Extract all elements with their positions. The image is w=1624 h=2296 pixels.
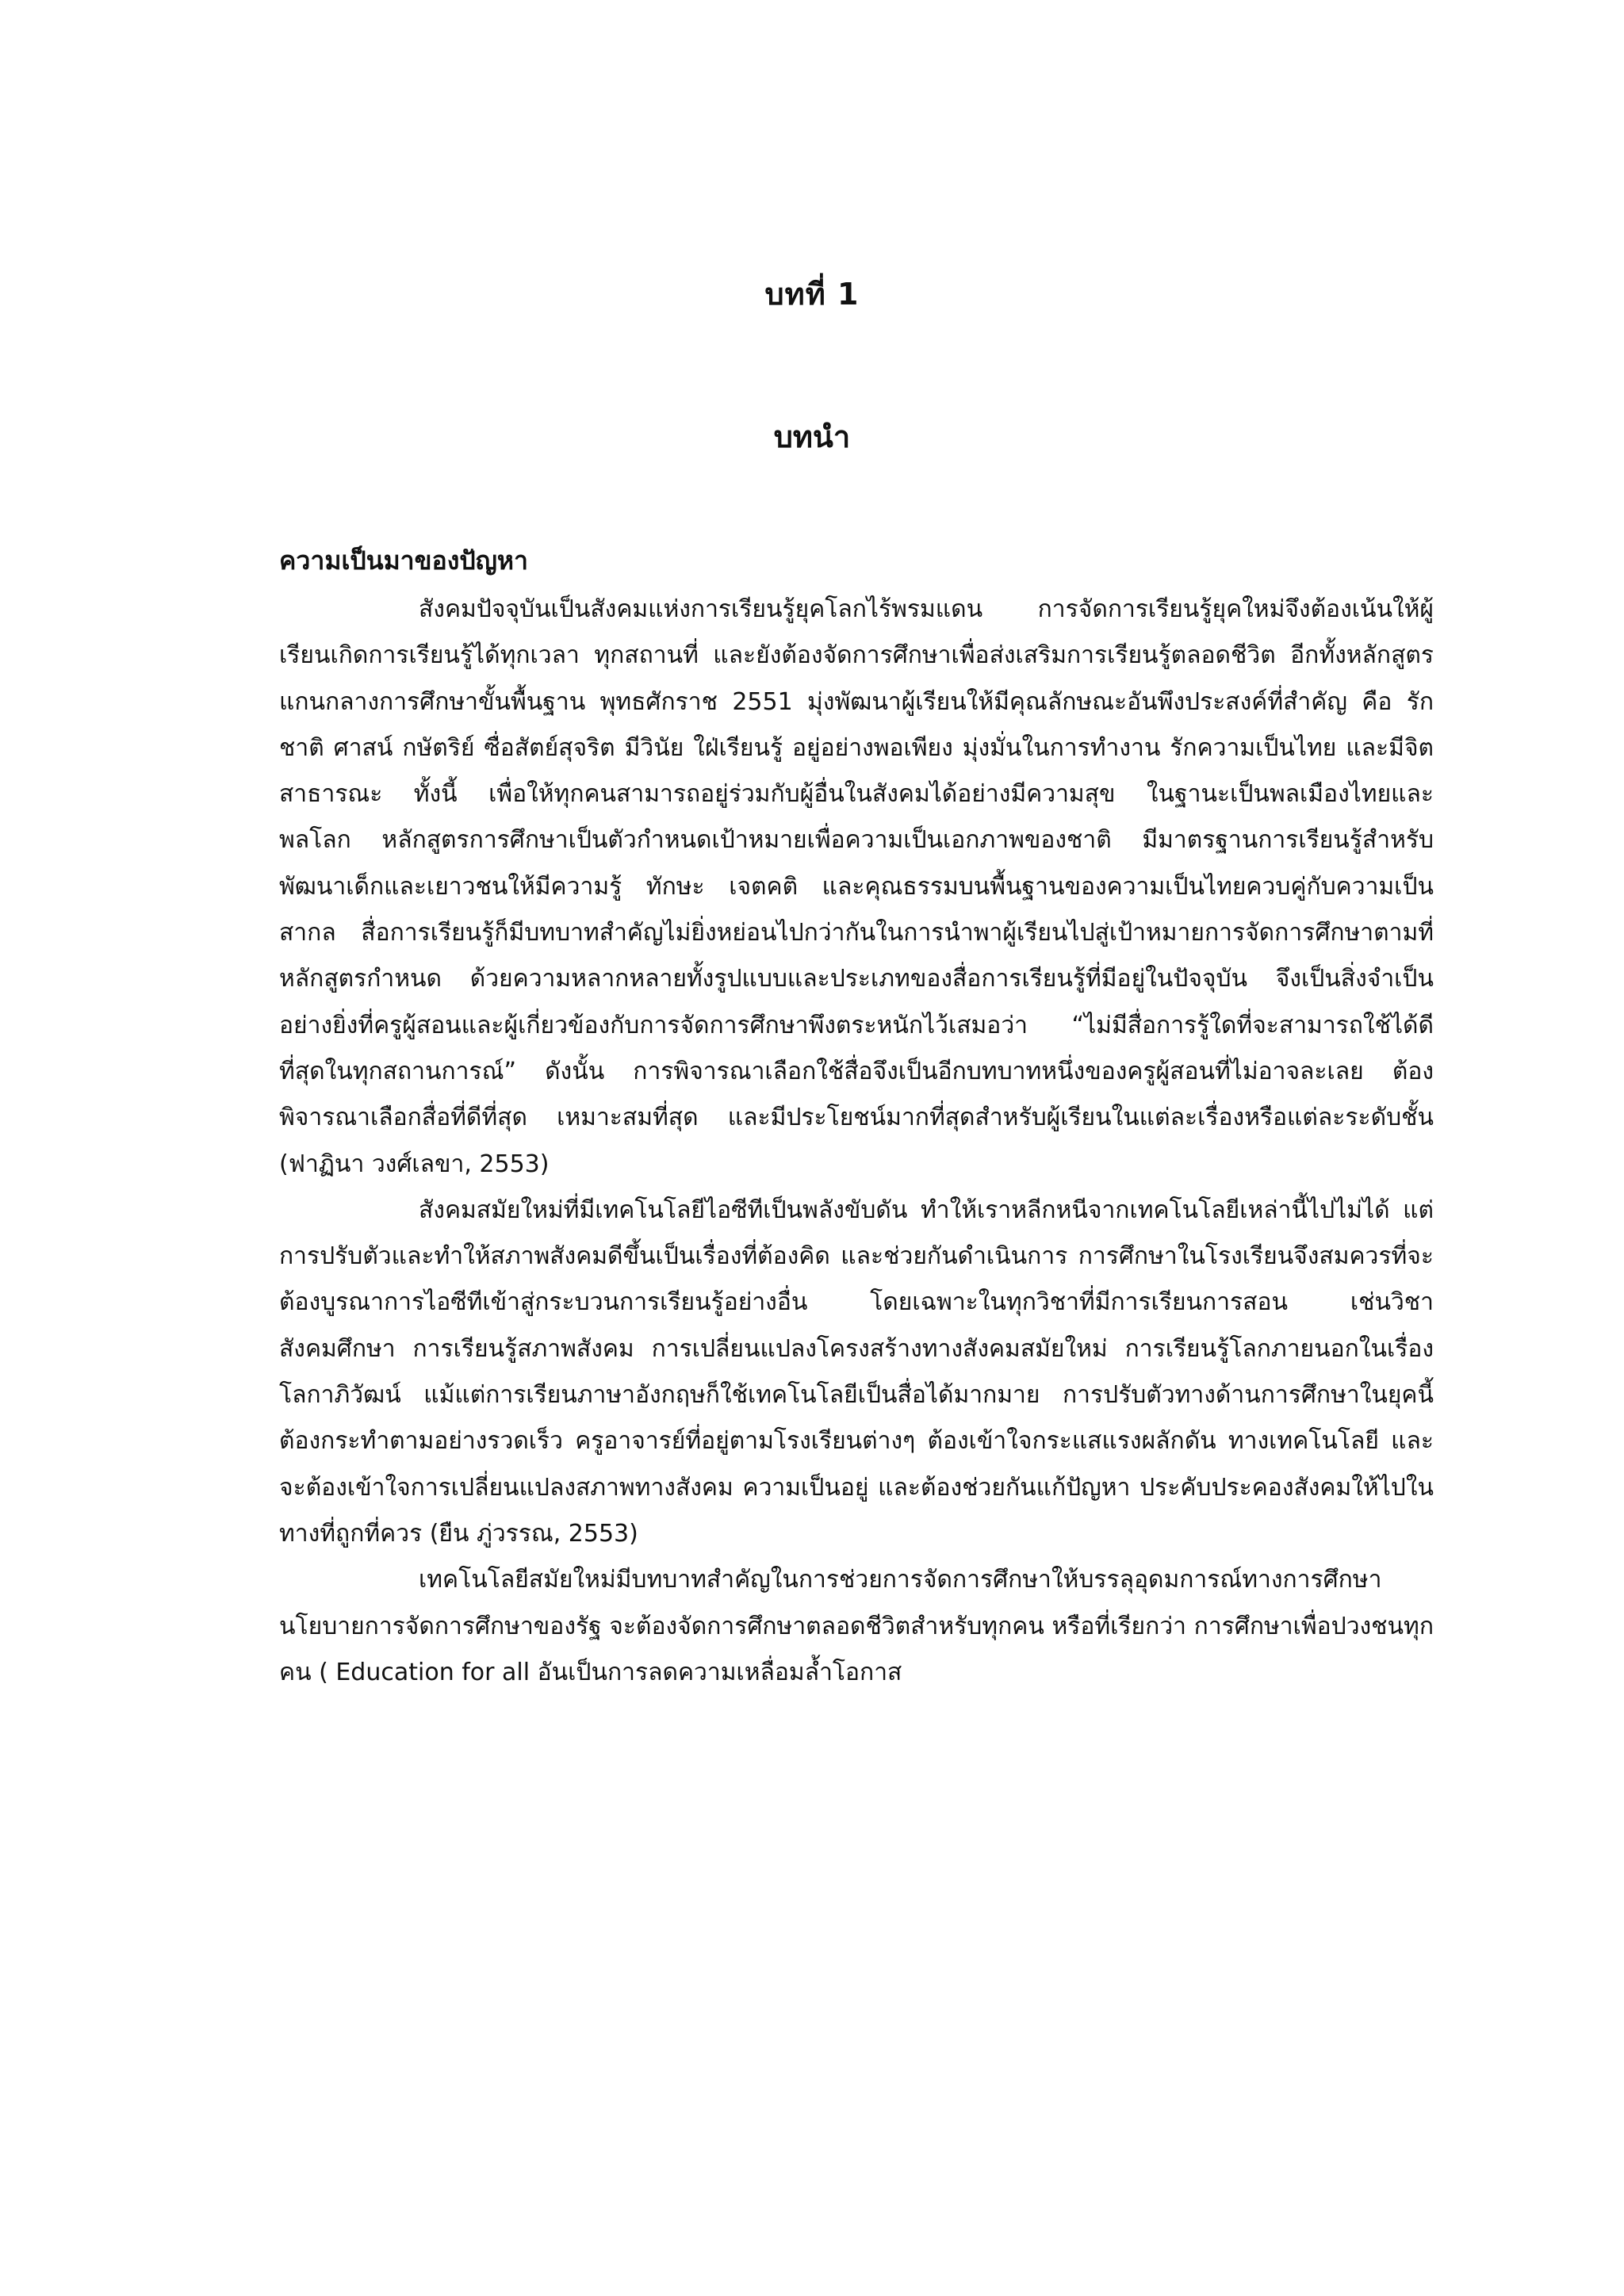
paragraph-1: สังคมปัจจุบันเป็นสังคมแห่งการเรียนรู้ยุคโลกไร้พรมแดน การจัดการเรียนรู้ยุคใหม่จึงต้องเน้นให้ผู้เรียนเกิดการเรียนรู้ได้ทุกเวลา ทุกสถานที่ และยังต้องจัดการศึกษาเพื่อส่งเสริมการเรียนรู้ตลอดชีวิต อีกทั้งหลักสูตรแกนกลางการศึกษาขั้นพื้นฐาน พุทธศักราช 2551 มุ่งพัฒนาผู้เรียนให้มีคุณลักษณะอันพึงประสงค์ที่สำคัญ คือ รักชาติ ศาสน์ กษัตริย์ ซื่อสัตย์สุจริต มีวินัย ใฝ่เรียนรู้ อยู่อย่างพอเพียง มุ่งมั่นในการทำงาน รักความเป็นไทย และมีจิตสาธารณะ ทั้งนี้ เพื่อให้ทุกคนสามารถอยู่ร่วมกับผู้อื่นในสังคมได้อย่างมีความสุข ในฐานะเป็นพลเมืองไทยและพลโลก หลักสูตรการศึกษาเป็นตัวกำหนดเป้าหมายเพื่อความเป็นเอกภาพของชาติ มีมาตรฐานการเรียนรู้สำหรับพัฒนาเด็กและเยาวชนให้มีความรู้ ทักษะ เจตคติ และคุณธรรมบนพื้นฐานของความเป็นไทยควบคู่กับความเป็นสากล สื่อการเรียนรู้ก็มีบทบาทสำคัญไม่ยิ่งหย่อนไปกว่ากันในการนำพาผู้เรียนไปสู่เป้าหมายการจัดการศึกษาตามที่หลักสูตรกำหนด ด้วยความหลากหลายทั้งรูปแบบและประเภทของสื่อการเรียนรู้ที่มีอยู่ในปัจจุบัน จึงเป็นสิ่งจำเป็นอย่างยิ่งที่ครูผู้สอนและผู้เกี่ยวข้องกับการจัดการศึกษาพึงตระหนักไว้เสมอว่า “ไม่มีสื่อการรู้ใดที่จะสามารถใช้ได้ดีที่สุดในทุกสถานการณ์” ดังนั้น การพิจารณาเลือกใช้สื่อจึงเป็นอีกบทบาทหนึ่งของครูผู้สอนที่ไม่อาจละเลย ต้องพิจารณาเลือกสื่อที่ดีที่สุด เหมาะสมที่สุด และมีประโยชน์มากที่สุดสำหรับผู้เรียนในแต่ละเรื่องหรือแต่ละระดับชั้น (ฟาฏินา วงศ์เลขา, 2553): [279, 595, 1434, 1178]
chapter-number: บทที่ 1: [764, 277, 860, 312]
chapter-title: บทนำ: [773, 419, 851, 454]
paragraph-3: เทคโนโลยีสมัยใหม่มีบทบาทสำคัญในการช่วยการจัดการศึกษาให้บรรลุอุดมการณ์ทางการศึกษา นโยบายการจัดการศึกษาของรัฐ จะต้องจัดการศึกษาตลอดชีวิตสำหรับทุกคน หรือที่เรียกว่า การศึกษาเพื่อปวงชนทุกคน ( Education for all อันเป็นการลดความเหลื่อมล้ำโอกาส: [279, 1566, 1434, 1686]
section-heading: ความเป็นมาของปัญหา: [279, 545, 528, 576]
body-text: [279, 587, 1434, 1696]
paragraph-2: สังคมสมัยใหม่ที่มีเทคโนโลยีไอซีทีเป็นพลังขับดัน ทำให้เราหลีกหนีจากเทคโนโลยีเหล่านี้ไปไม่ได้ แต่การปรับตัวและทำให้สภาพสังคมดีขึ้นเป็นเรื่องที่ต้องคิด และช่วยกันดำเนินการ การศึกษาในโรงเรียนจึงสมควรที่จะต้องบูรณาการไอซีทีเข้าสู่กระบวนการเรียนรู้อย่างอื่น โดยเฉพาะในทุกวิชาที่มีการเรียนการสอน เช่นวิชาสังคมศึกษา การเรียนรู้สภาพสังคม การเปลี่ยนแปลงโครงสร้างทางสังคมสมัยใหม่ การเรียนรู้โลกภายนอกในเรื่องโลกาภิวัฒน์ แม้แต่การเรียนภาษาอังกฤษก็ใช้เทคโนโลยีเป็นสื่อได้มากมาย การปรับตัวทางด้านการศึกษาในยุคนี้ต้องกระทำตามอย่างรวดเร็ว ครูอาจารย์ที่อยู่ตามโรงเรียนต่างๆ ต้องเข้าใจกระแสแรงผลักดัน ทางเทคโนโลยี และจะต้องเข้าใจการเปลี่ยนแปลงสภาพทางสังคม ความเป็นอยู่ และต้องช่วยกันแก้ปัญหา ประคับประคองสังคมให้ไปในทางที่ถูกที่ควร (ยืน ภู่วรรณ, 2553): [279, 1196, 1434, 1548]
